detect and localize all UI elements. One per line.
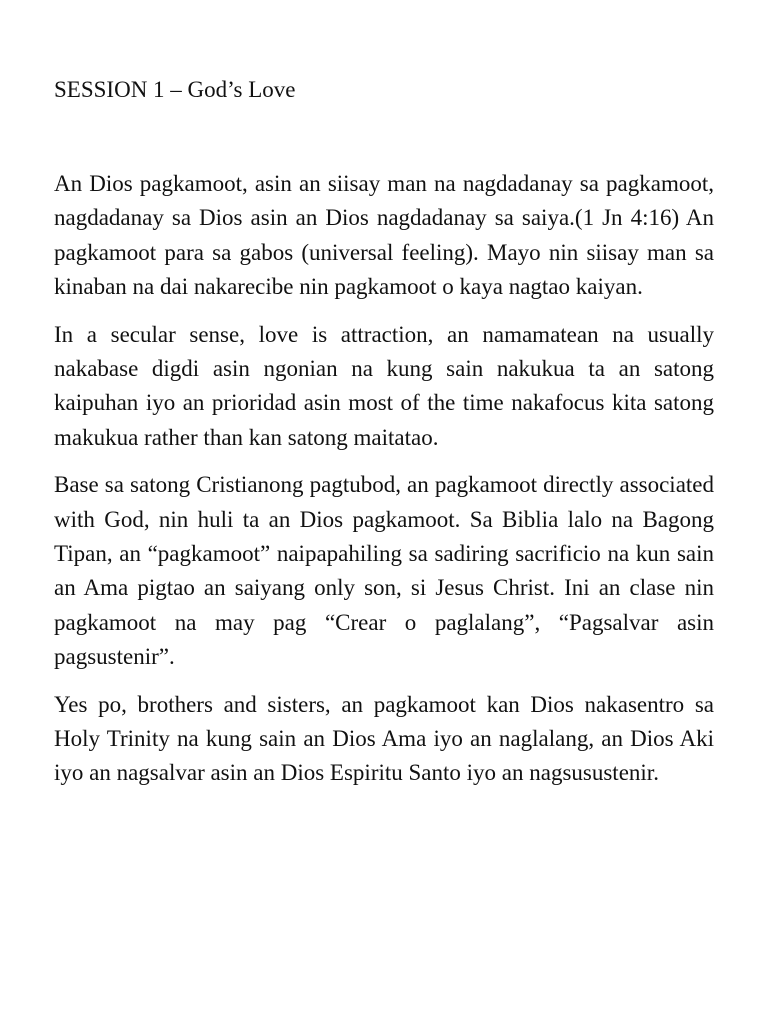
paragraph-1: An Dios pagkamoot, asin an siisay man na nagdadanay sa pagkamoot, nagdadanay sa Dios asin an Dios nagdadanay sa saiya.(1 Jn 4:16) An pagkamoot para sa gabos (universal feeling). Mayo nin siisay man sa kinaban na dai nakarecibe nin pagkamoot o kaya nagtao kaiyan. <box>54 171 714 299</box>
document-body <box>54 167 714 804</box>
paragraph-2: In a secular sense, love is attraction, an namamatean na usually nakabase digdi asin ngonian na kung sain nakukua ta an satong kaipuhan iyo an prioridad asin most of the time nakafocus kita satong makukua rather than kan satong maitatao. <box>54 321 714 450</box>
page-title: SESSION 1 – God’s Love <box>54 77 296 102</box>
paragraph-3: Base sa satong Cristianong pagtubod, an pagkamoot directly associated with God, nin huli ta an Dios pagkamoot. Sa Biblia lalo na Bagong Tipan, an “pagkamoot” naipapahiling sa sadiring sacrificio na kun sain an Ama pigtao an saiyang only son, si Jesus Christ. Ini an clase nin pagkamoot na may pag “Crear o paglalang”, “Pagsalvar asin pagsustenir”. <box>54 472 714 669</box>
paragraph-4: Yes po, brothers and sisters, an pagkamoot kan Dios nakasentro sa Holy Trinity na kung sain an Dios Ama iyo an naglalang, an Dios Aki iyo an nagsalvar asin an Dios Espiritu Santo iyo an nagsusustenir. <box>54 691 714 786</box>
